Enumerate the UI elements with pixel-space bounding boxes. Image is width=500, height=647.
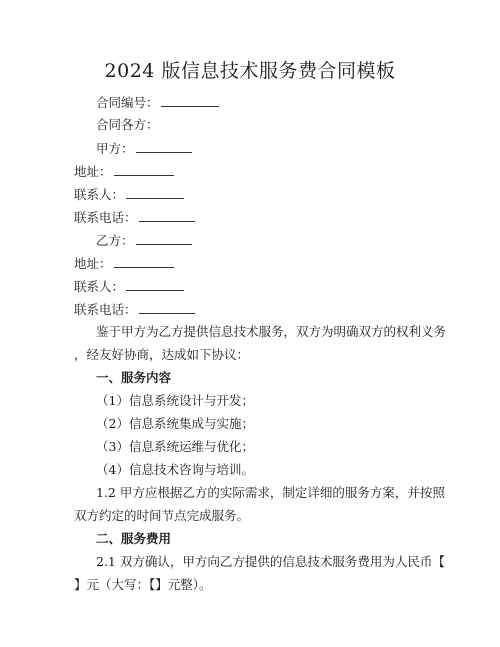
party-a-address-line	[74, 163, 174, 180]
party-a-line	[96, 140, 192, 157]
service-item-1: （1）信息系统设计与开发；	[96, 393, 254, 408]
party-b-contact-line	[74, 278, 184, 295]
party-b-phone-line	[74, 301, 195, 318]
clause-1-2-line-1: 1.2 甲方应根据乙方的实际需求，制定详细的服务方案，并按照	[96, 485, 445, 500]
service-item-2: （2）信息系统集成与实施；	[96, 416, 254, 431]
party-a-blank[interactable]	[136, 140, 192, 153]
clause-2-1-line-2: 】元（大写：【】元整）。	[74, 577, 212, 592]
party-a-address-label: 地址：	[74, 164, 112, 179]
party-a-phone-blank[interactable]	[139, 209, 195, 222]
section-1-heading: 一、服务内容	[96, 370, 172, 385]
party-b-contact-label: 联系人：	[74, 279, 125, 294]
party-b-blank[interactable]	[136, 232, 192, 245]
clause-1-2-line-2: 双方约定的时间节点完成服务。	[74, 508, 250, 523]
party-a-phone-label: 联系电话：	[74, 210, 137, 225]
party-a-phone-line	[74, 209, 195, 226]
intro-paragraph-line-1: 鉴于甲方为乙方提供信息技术服务，双方为明确双方的权利义务	[96, 324, 447, 339]
intro-paragraph-line-2: ，经友好协商，达成如下协议：	[74, 347, 250, 362]
service-item-3: （3）信息系统运维与优化；	[96, 439, 254, 454]
contract-number-label: 合同编号：	[96, 95, 159, 110]
party-b-phone-label: 联系电话：	[74, 302, 137, 317]
contract-number-line	[96, 94, 219, 111]
clause-2-1-line-1: 2.1 双方确认，甲方向乙方提供的信息技术服务费用为人民币【	[96, 554, 445, 569]
party-b-label: 乙方：	[96, 233, 134, 248]
service-item-4: （4）信息技术咨询与培训。	[96, 462, 254, 477]
contract-number-blank[interactable]	[161, 94, 219, 107]
party-b-line	[96, 232, 192, 249]
party-b-phone-blank[interactable]	[139, 301, 195, 314]
party-a-contact-label: 联系人：	[74, 187, 125, 202]
party-a-label: 甲方：	[96, 141, 134, 156]
party-b-contact-blank[interactable]	[126, 278, 184, 291]
party-a-contact-line	[74, 186, 184, 203]
contract-parties-label: 合同各方：	[96, 117, 159, 132]
party-b-address-line	[74, 255, 174, 272]
party-a-address-blank[interactable]	[114, 163, 174, 176]
party-b-address-label: 地址：	[74, 256, 112, 271]
document-title: 2024 版信息技术服务费合同模板	[104, 60, 396, 82]
party-a-contact-blank[interactable]	[126, 186, 184, 199]
party-b-address-blank[interactable]	[114, 255, 174, 268]
section-2-heading: 二、服务费用	[96, 531, 172, 546]
